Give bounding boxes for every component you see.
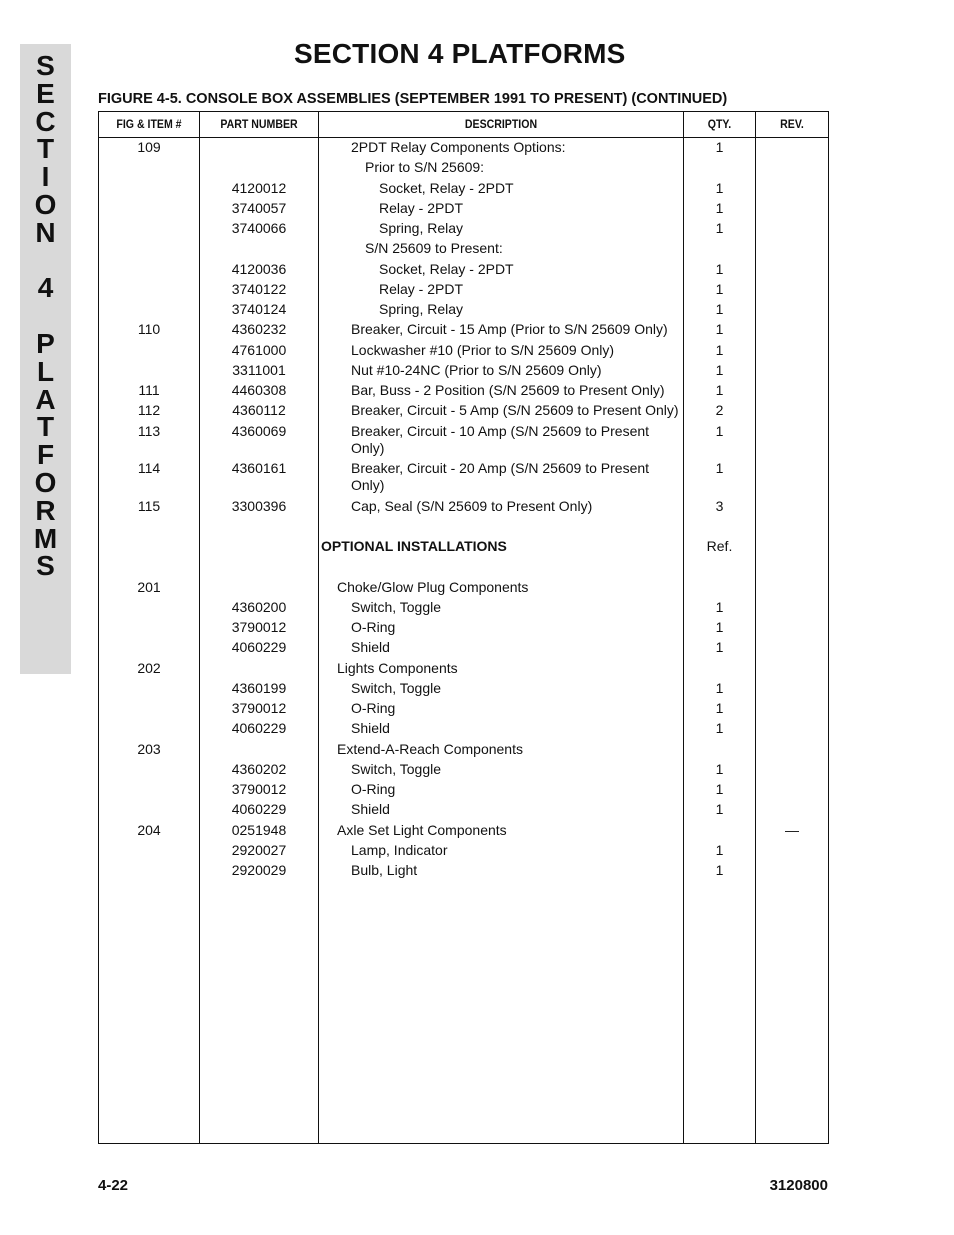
qty-cell: 1 (715, 801, 724, 817)
tab-letter: F (36, 439, 55, 471)
part-number-cell: 4360199 (231, 680, 287, 696)
qty-cell: 1 (715, 200, 724, 216)
qty-cell: 1 (715, 460, 724, 476)
tab-letter: O (34, 188, 57, 220)
part-number-cell: 0251948 (231, 822, 287, 838)
qty-cell: 1 (715, 382, 724, 398)
part-number-cell: 4360069 (231, 423, 287, 439)
tab-letter (20, 302, 71, 330)
description-cell: O-Ring (351, 781, 396, 797)
part-number-cell: 4460308 (231, 382, 287, 398)
column-divider (318, 112, 319, 1143)
page-title: SECTION 4 PLATFORMS (294, 38, 626, 69)
tab-letter: O (34, 466, 57, 498)
description-cell: Axle Set Light Components (337, 822, 507, 838)
qty-cell: 1 (715, 139, 724, 155)
description-cell: Socket, Relay - 2PDT (379, 261, 514, 277)
part-number-cell: 3790012 (231, 781, 287, 797)
tab-letter: A (35, 383, 56, 415)
header-rev: REV. (780, 117, 804, 131)
fig-item-cell: 112 (137, 402, 161, 418)
fig-item-cell: 114 (137, 460, 161, 476)
figure-caption: FIGURE 4-5. CONSOLE BOX ASSEMBLIES (SEPTEMBER 1991 TO PRESENT) (CONTINUED) (98, 91, 728, 107)
qty-cell: 1 (715, 599, 724, 615)
part-number-cell: 4360161 (231, 460, 287, 476)
qty-cell: 1 (715, 842, 724, 858)
description-cell: Lamp, Indicator (351, 842, 448, 858)
description-cell: Breaker, Circuit - 15 Amp (Prior to S/N 25609 Only) (351, 321, 668, 337)
qty-cell: 1 (715, 342, 724, 358)
tab-letter: 4 (37, 272, 54, 304)
section-side-tab (20, 44, 71, 674)
part-number-cell: 4060229 (231, 720, 287, 736)
description-cell: Nut #10-24NC (Prior to S/N 25609 Only) (351, 362, 602, 378)
part-number-cell: 3740066 (231, 220, 287, 236)
tab-letter: C (35, 105, 56, 137)
part-number-cell: 4360232 (231, 321, 287, 337)
description-cell: Spring, Relay (379, 220, 464, 236)
tab-letter: S (36, 550, 55, 582)
description-cell: Socket, Relay - 2PDT (379, 180, 514, 196)
qty-cell: 1 (715, 281, 724, 297)
description-cell: Shield (351, 720, 390, 736)
description-cell: Relay - 2PDT (379, 200, 464, 216)
qty-cell: 1 (715, 261, 724, 277)
description-cell: O-Ring (351, 619, 396, 635)
part-number-cell: 3740122 (231, 281, 287, 297)
description-cell: Bar, Buss - 2 Position (S/N 25609 to Present Only) (351, 382, 665, 398)
fig-item-cell: 201 (137, 579, 161, 595)
tab-letter: I (41, 161, 50, 193)
description-cell: Spring, Relay (379, 301, 464, 317)
part-number-cell: 4120012 (231, 180, 287, 196)
description-cell: Bulb, Light (351, 862, 418, 878)
qty-cell: 1 (715, 639, 724, 655)
rev-cell: — (785, 822, 799, 838)
side-tab-letters (20, 52, 71, 580)
description-cell: OPTIONAL INSTALLATIONS (321, 538, 507, 554)
part-number-cell: 4060229 (231, 639, 287, 655)
description-cell: Prior to S/N 25609: (365, 159, 485, 175)
page-number: 4-22 (98, 1177, 129, 1194)
part-number-cell: 3790012 (231, 619, 287, 635)
part-number-cell: 3790012 (231, 700, 287, 716)
description-cell: S/N 25609 to Present: (365, 240, 503, 256)
qty-cell: 1 (715, 423, 724, 439)
description-cell: 2PDT Relay Components Options: (351, 139, 566, 155)
tab-letter: N (35, 216, 56, 248)
header-fig: FIG & ITEM # (116, 117, 182, 131)
description-cell: Lights Components (337, 660, 458, 676)
qty-cell: Ref. (706, 538, 733, 554)
fig-item-cell: 110 (137, 321, 161, 337)
part-number-cell: 4360112 (232, 402, 286, 418)
qty-cell: 1 (715, 862, 724, 878)
part-number-cell: 4120036 (231, 261, 287, 277)
tab-letter: R (35, 494, 56, 526)
qty-cell: 1 (715, 700, 724, 716)
description-cell: Breaker, Circuit - 10 Amp (S/N 25609 to Present Only) (351, 423, 650, 456)
qty-cell: 2 (715, 402, 724, 418)
tab-letter: P (36, 327, 55, 359)
part-number-cell: 3311001 (232, 362, 286, 378)
tab-letter: L (36, 355, 55, 387)
tab-letter: T (36, 133, 55, 165)
description-cell: Cap, Seal (S/N 25609 to Present Only) (351, 498, 593, 514)
description-cell: Shield (351, 801, 390, 817)
fig-item-cell: 111 (138, 382, 160, 398)
qty-cell: 3 (715, 498, 724, 514)
header-divider (99, 137, 828, 138)
fig-item-cell: 113 (137, 423, 161, 439)
qty-cell: 1 (715, 761, 724, 777)
qty-cell: 1 (715, 362, 724, 378)
description-cell: O-Ring (351, 700, 396, 716)
description-cell: Shield (351, 639, 390, 655)
tab-letter: E (36, 77, 55, 109)
header-part: PART NUMBER (220, 117, 298, 131)
qty-cell: 1 (715, 321, 724, 337)
qty-cell: 1 (715, 180, 724, 196)
description-cell: Breaker, Circuit - 20 Amp (S/N 25609 to Present Only) (351, 460, 650, 493)
fig-item-cell: 203 (137, 741, 161, 757)
fig-item-cell: 115 (137, 498, 161, 514)
qty-cell: 1 (715, 720, 724, 736)
column-divider (755, 112, 756, 1143)
description-cell: Switch, Toggle (351, 599, 442, 615)
tab-letter (20, 247, 71, 275)
description-cell: Lockwasher #10 (Prior to S/N 25609 Only) (351, 342, 615, 358)
description-cell: Switch, Toggle (351, 680, 442, 696)
part-number-cell: 4360202 (231, 761, 287, 777)
header-qty: QTY. (707, 117, 732, 131)
qty-cell: 1 (715, 781, 724, 797)
part-number-cell: 3740124 (231, 301, 287, 317)
description-cell: Choke/Glow Plug Components (337, 579, 529, 595)
part-number-cell: 2920027 (231, 842, 287, 858)
qty-cell: 1 (715, 619, 724, 635)
document-number: 3120800 (769, 1177, 828, 1194)
tab-letter: S (36, 50, 55, 81)
part-number-cell: 4060229 (231, 801, 287, 817)
part-number-cell: 2920029 (231, 862, 287, 878)
header-description: DESCRIPTION (464, 117, 538, 131)
fig-item-cell: 109 (137, 139, 161, 155)
part-number-cell: 4360200 (231, 599, 287, 615)
qty-cell: 1 (715, 220, 724, 236)
description-cell: Breaker, Circuit - 5 Amp (S/N 25609 to Present Only) (351, 402, 679, 418)
tab-letter: T (36, 411, 55, 443)
qty-cell: 1 (715, 680, 724, 696)
description-cell: Switch, Toggle (351, 761, 442, 777)
part-number-cell: 3300396 (231, 498, 287, 514)
fig-item-cell: 202 (137, 660, 161, 676)
parts-table (98, 111, 829, 1144)
qty-cell: 1 (715, 301, 724, 317)
fig-item-cell: 204 (137, 822, 161, 838)
description-cell: Relay - 2PDT (379, 281, 464, 297)
part-number-cell: 4761000 (231, 342, 287, 358)
description-cell: Extend-A-Reach Components (337, 741, 523, 757)
part-number-cell: 3740057 (231, 200, 287, 216)
tab-letter: M (33, 522, 58, 554)
